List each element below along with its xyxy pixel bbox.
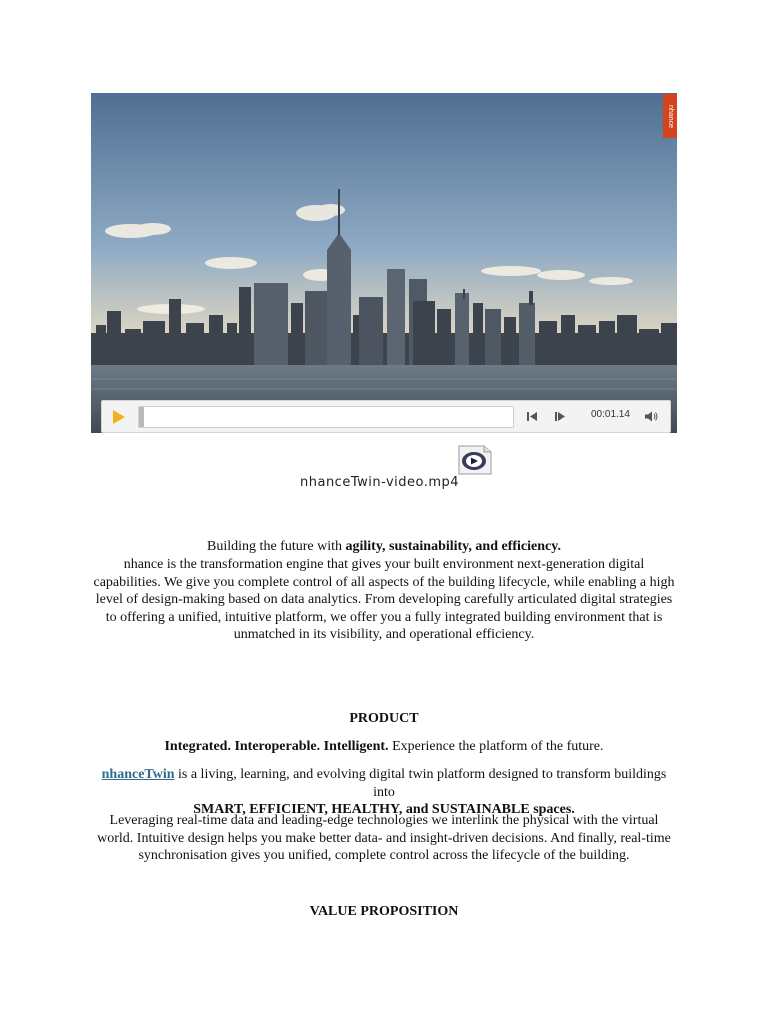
intro-headline: Building the future with agility, sustainability, and efficiency. bbox=[207, 539, 561, 554]
video-player[interactable] bbox=[91, 93, 677, 433]
video-file-name[interactable]: nhanceTwin-video.mp4 bbox=[300, 475, 460, 490]
brand-badge: nhance bbox=[663, 94, 677, 138]
seek-bar[interactable] bbox=[138, 406, 514, 428]
value-proposition-heading: VALUE PROPOSITION bbox=[309, 904, 459, 919]
product-description: nhanceTwin is a living, learning, and evolving digital twin platform designed to transform buildings into SMART, EFFICIENT, HEALTHY, and SUSTAINABLE spaces. bbox=[101, 767, 667, 817]
next-frame-icon[interactable] bbox=[555, 411, 565, 422]
intro-body: nhance is the transformation engine that gives your built environment next-generation digital capabilities. We give you complete control of all aspects of the building lifecycle, while enabling a high level of design-making based on data analytics. From developing carefully articulated digital strategies to offering a unified, intuitive platform, we offer you a fully integrated building environment that is unmatched in its visibility, and operational efficiency. bbox=[93, 557, 675, 642]
product-paragraph: Leveraging real-time data and leading-edge technologies we interlink the physical with the virtual world. Intuitive design helps you make better data- and insight-driven decisions. And finally, real-time synchronisation gives you unified, complete control across the lifecycle of the building. bbox=[97, 813, 671, 863]
video-controls bbox=[101, 400, 671, 433]
volume-icon[interactable] bbox=[645, 411, 659, 422]
skyline-video-frame bbox=[91, 93, 677, 433]
nhancetwin-link[interactable]: nhanceTwin bbox=[101, 767, 175, 782]
previous-frame-icon[interactable] bbox=[527, 411, 537, 422]
product-heading: PRODUCT bbox=[349, 711, 419, 726]
product-tagline: Integrated. Interoperable. Intelligent. Experience the platform of the future. bbox=[164, 739, 604, 754]
video-file-icon[interactable] bbox=[458, 445, 492, 475]
seek-handle[interactable] bbox=[139, 407, 144, 427]
playback-time: 00:01.14 bbox=[591, 409, 630, 420]
play-icon[interactable] bbox=[112, 409, 126, 425]
